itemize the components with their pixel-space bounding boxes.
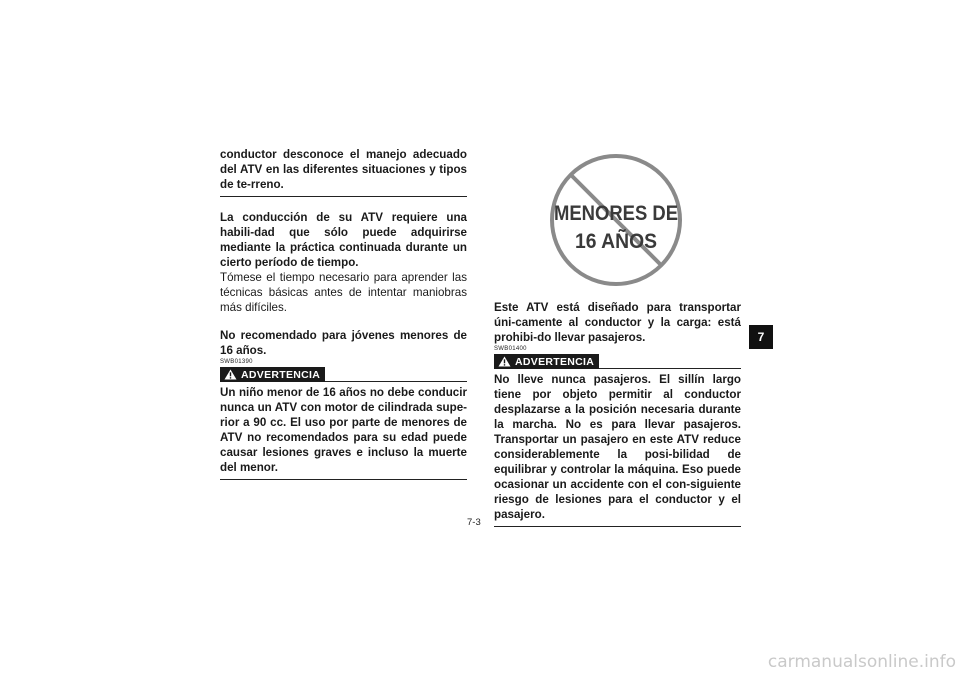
intro-warning-continuation: conductor desconoce el manejo adecuado del ATV en las diferentes situaciones y tipos de te-rreno.: [220, 148, 467, 191]
warning-text: No lleve nunca pasajeros. El sillín largo tiene por objeto permitir al conductor desplazarse a la posición necesaria durante la marcha. No es para llevar pasajeros. Transportar un pasajero en este ATV reduce considerablemente la posi-bilidad de equilibrar y controlar la máquina. Eso puede ocasionar un accidente con el con-siguiente riesgo de lesiones para el conductor y el pasajero.: [494, 373, 741, 521]
warning-end-rule: [220, 479, 467, 480]
no-minors-sign: [546, 150, 686, 290]
section-heading-passengers: Este ATV está diseñado para transportar úni-camente al conductor y la carga: está prohibi-do llevar pasajeros.: [494, 301, 741, 344]
page-number: 7-3: [467, 517, 481, 528]
warning-badge: [220, 367, 325, 382]
warning-text: Un niño menor de 16 años no debe conducir nunca un ATV con motor de cilindrada supe-rior a 90 cc. El uso por parte de menores de ATV no recomendados para su edad puede causar lesiones graves e incluso la muerte del menor.: [220, 386, 467, 474]
warning-header: [494, 354, 741, 369]
right-column: [494, 300, 741, 527]
warning-code: SWB01400: [494, 346, 527, 352]
left-column: [220, 147, 467, 480]
warning-code: SWB01390: [220, 359, 253, 365]
sign-line-2: 16 AÑOS: [575, 230, 657, 253]
warning-badge: [494, 354, 599, 369]
warning-triangle-icon: [498, 356, 511, 367]
warning-end-rule: [494, 526, 741, 527]
section-heading-practice: La conducción de su ATV requiere una habili-dad que sólo puede adquirirse mediante la práctica continuada durante un cierto período de tiempo.: [220, 211, 467, 269]
warning-rule: [325, 381, 467, 382]
sign-line-1: MENORES DE: [554, 202, 678, 225]
warning-triangle-icon: [224, 369, 237, 380]
watermark: carmanualsonline.info: [767, 652, 956, 672]
chapter-tab: 7: [749, 325, 773, 349]
warning-rule: [599, 368, 741, 369]
section-heading-age: No recomendado para jóvenes menores de 16 años.: [220, 329, 467, 357]
warning-label: ADVERTENCIA: [241, 368, 321, 381]
warning-label: ADVERTENCIA: [515, 355, 595, 368]
body-text-practice: Tómese el tiempo necesario para aprender las técnicas básicas antes de intentar maniobras más difíciles.: [220, 271, 467, 314]
warning-header: [220, 367, 467, 382]
